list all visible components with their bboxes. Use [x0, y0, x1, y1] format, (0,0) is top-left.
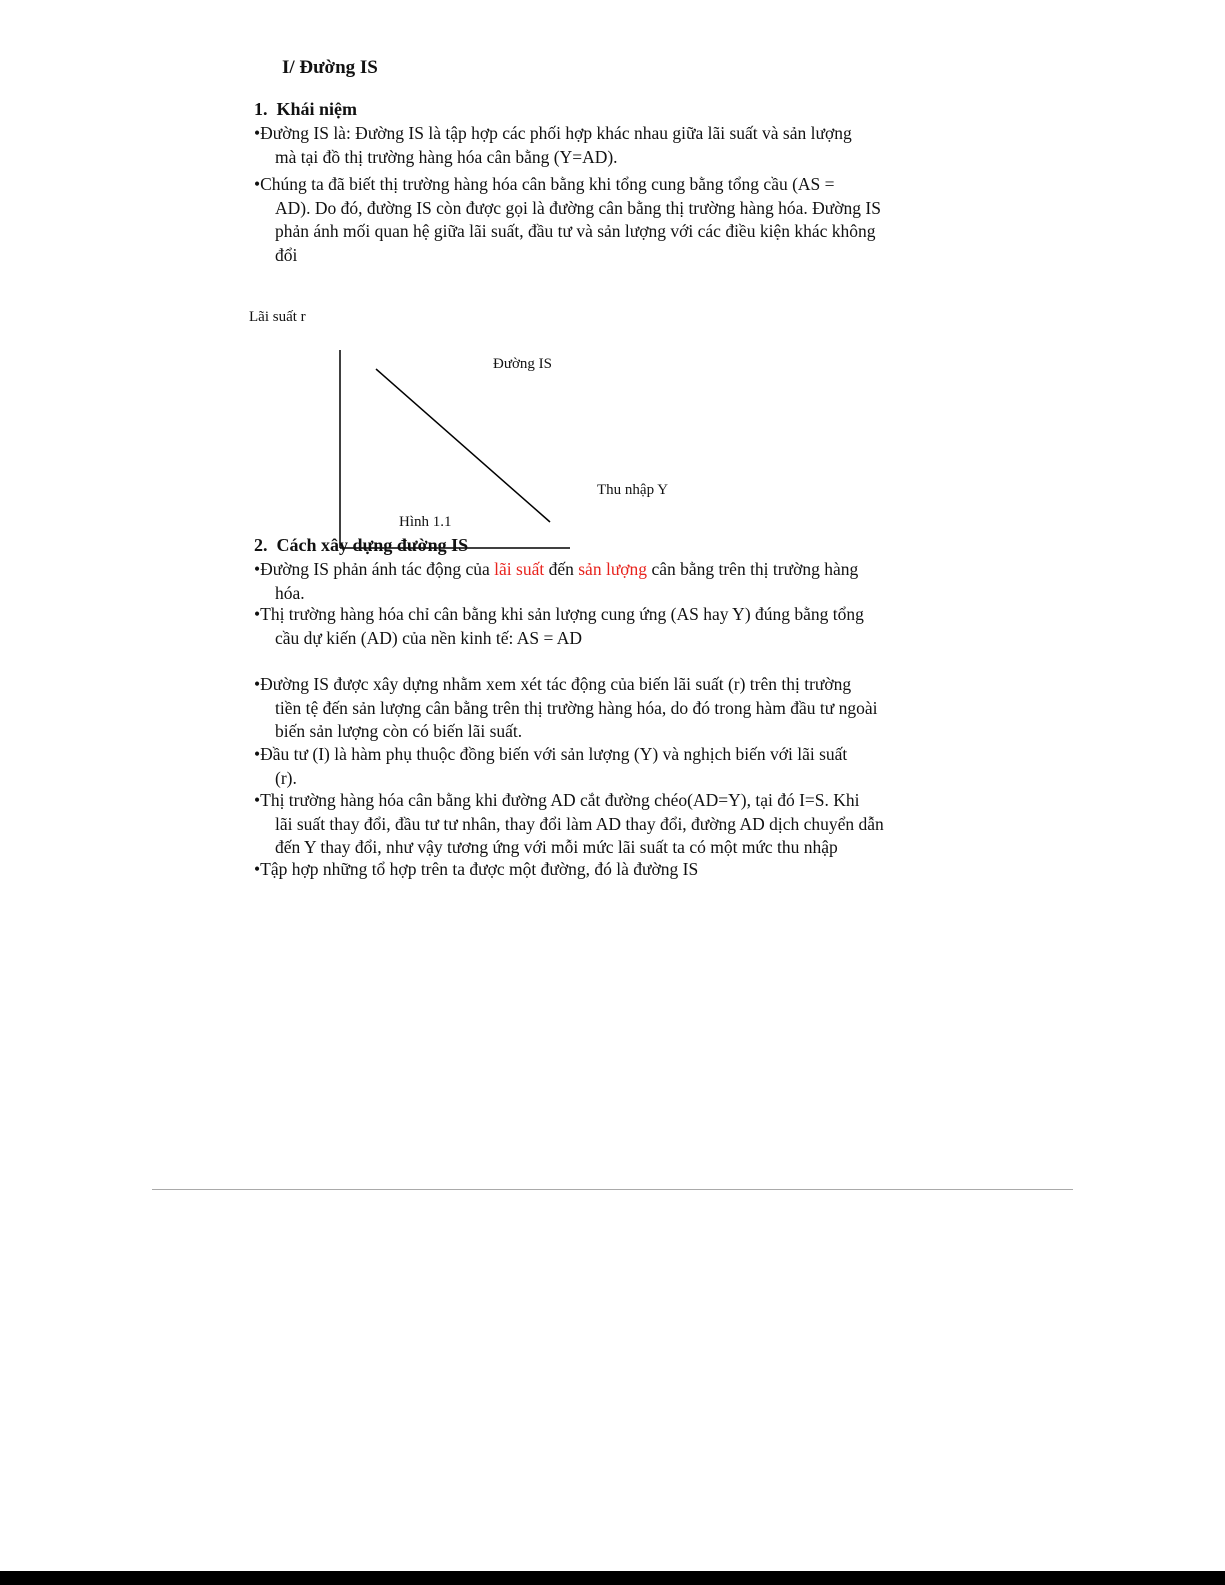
- text-line: •Tập hợp những tổ hợp trên ta được một đường, đó là đường IS: [254, 859, 699, 879]
- is-curve-line: [376, 369, 550, 522]
- page-title: I/ Đường IS: [282, 57, 378, 78]
- is-curve-diagram: [0, 0, 1225, 600]
- text-line: đổi: [275, 244, 298, 265]
- text-run: •Đường IS phản ánh tác động của: [254, 559, 495, 579]
- section-2-bullet-4: [254, 743, 847, 790]
- text-line: [254, 558, 858, 582]
- text-run: đến: [544, 559, 579, 579]
- text-line: •Đầu tư (I) là hàm phụ thuộc đồng biến với sản lượng (Y) và nghịch biến với lãi suất: [254, 744, 848, 764]
- x-axis-label: Thu nhập Y: [597, 482, 669, 498]
- text-line: phản ánh mối quan hệ giữa lãi suất, đầu tư và sản lượng với các điều kiện khác không: [275, 221, 876, 241]
- text-line: AD). Do đó, đường IS còn được gọi là đường cân bằng thị trường hàng hóa. Đường IS: [275, 197, 881, 218]
- y-axis-label: Lãi suất r: [249, 309, 306, 325]
- is-curve-label: Đường IS: [493, 356, 552, 372]
- text-line: •Chúng ta đã biết thị trường hàng hóa cân bằng khi tổng cung bằng tổng cầu (AS =: [254, 174, 835, 194]
- section-1-heading: 1. Khái niệm: [254, 99, 358, 119]
- highlight-interest-rate: lãi suất: [494, 559, 545, 579]
- text-line: đến Y thay đổi, như vậy tương ứng với mỗi mức lãi suất ta có một mức thu nhập: [275, 837, 838, 857]
- text-line: •Thị trường hàng hóa chỉ cân bằng khi sản lượng cung ứng (AS hay Y) đúng bằng tổng: [254, 604, 864, 624]
- text-line: •Thị trường hàng hóa cân bằng khi đường AD cắt đường chéo(AD=Y), tại đó I=S. Khi: [254, 790, 860, 810]
- text-line: cầu dự kiến (AD) của nền kinh tế: AS = AD: [275, 627, 583, 648]
- text-line: •Đường IS được xây dựng nhằm xem xét tác động của biến lãi suất (r) trên thị trường: [254, 674, 852, 694]
- section-2-bullet-3: [254, 673, 877, 744]
- text-line: hóa.: [275, 582, 305, 603]
- bottom-bar: [0, 1571, 1225, 1585]
- text-line: tiền tệ đến sản lượng cân bằng trên thị trường hàng hóa, do đó trong hàm đầu tư ngoài: [275, 697, 878, 718]
- text-line: biến sản lượng còn có biến lãi suất.: [275, 721, 523, 741]
- text-run: cân bằng trên thị trường hàng: [647, 559, 859, 579]
- text-line: lãi suất thay đổi, đầu tư tư nhân, thay đổi làm AD thay đổi, đường AD dịch chuyển dẫn: [275, 813, 884, 834]
- section-2-heading: 2. Cách xây dựng đường IS: [254, 535, 469, 555]
- page-divider: [152, 1189, 1073, 1190]
- section-2-bullet-1: [254, 558, 858, 605]
- text-line: •Đường IS là: Đường IS là tập hợp các phối hợp khác nhau giữa lãi suất và sản lượng: [254, 123, 852, 143]
- section-2-bullet-2: [254, 603, 864, 650]
- highlight-output: sản lượng: [578, 559, 648, 579]
- figure-caption: Hình 1.1: [399, 514, 452, 530]
- section-2-bullet-6: [254, 858, 698, 882]
- section-2-bullet-5: [254, 789, 884, 860]
- text-line: (r).: [275, 767, 297, 788]
- text-line: mà tại đồ thị trường hàng hóa cân bằng (Y=AD).: [275, 146, 618, 167]
